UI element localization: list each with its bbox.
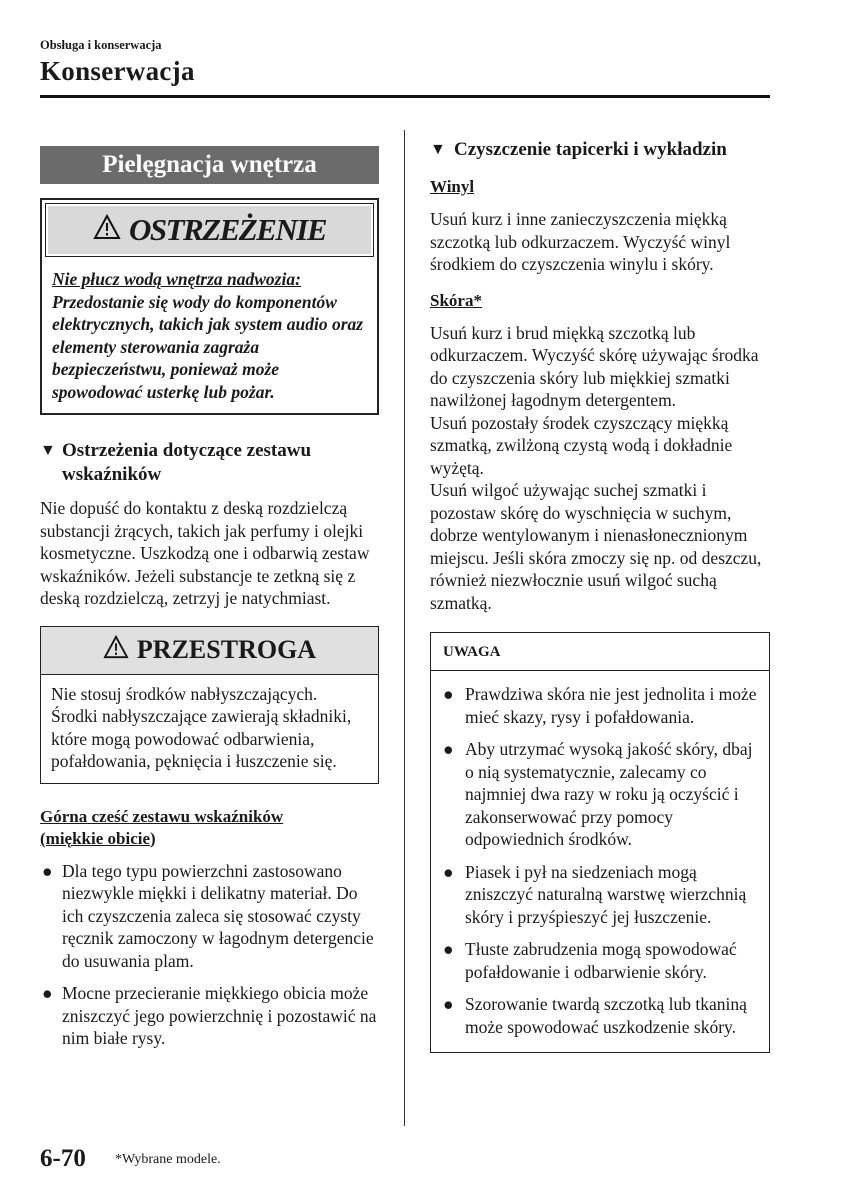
bullet-icon: ●	[443, 994, 454, 1014]
gauge-warnings-heading	[40, 439, 379, 487]
caution-box	[40, 626, 379, 784]
column-divider	[404, 130, 405, 1126]
warning-lead: Nie płucz wodą wnętrza nadwozia:	[52, 269, 301, 289]
list-item: ● Tłuste zabrudzenia mogą spowodować pofałdowanie i odbarwienie skóry.	[443, 939, 737, 982]
list-item: ● Prawdziwa skóra nie jest jednolita i może mieć skazy, rysy i pofałdowania.	[443, 684, 757, 727]
bullet-icon: ●	[443, 684, 454, 704]
note-label: UWAGA	[431, 633, 769, 671]
upper-dashboard-heading	[40, 806, 379, 850]
leather-heading: Skóra*	[430, 290, 482, 310]
soft-cover-list	[40, 860, 379, 1050]
leather-text-1: Usuń kurz i brud miękką szczotką lub odkurzaczem. Wyczyść skórę używając środka do czyszczenia skóry lub miękkiej szmatki nawilżonej łagodnym detergentem.	[430, 322, 759, 410]
leather-text-3: Usuń wilgoć używając suchej szmatki i pozostaw skórę do wyschnięcia w suchym, dobrze wentylowanym i nienasłonecznionym miejscu. Jeśli skóra zmoczy się np. od deszczu, również niezwłocznie usuń wilgoć suchą szmatką.	[430, 480, 762, 613]
upper-dashboard-heading-line2: (miękkie obicie)	[40, 828, 156, 848]
warning-text: Przedostanie się wody do komponentów elektrycznych, takich jak system audio oraz elementy sterowania zagraża bezpieczeństwu, ponieważ może spowodować usterkę lub pożar.	[52, 291, 364, 402]
warning-triangle-icon	[103, 635, 129, 666]
breadcrumb: Obsługa i konserwacja	[40, 38, 162, 52]
bullet-icon: ●	[443, 939, 454, 959]
warning-header	[46, 204, 373, 256]
page-title: Konserwacja	[40, 56, 195, 86]
warning-triangle-icon	[93, 212, 121, 248]
bullet-icon: ●	[443, 739, 454, 759]
upholstery-heading: ▼ Czyszczenie tapicerki i wykładzin	[430, 139, 727, 160]
gauge-warnings-text: Nie dopuść do kontaktu z deską rozdzielczą substancji żrących, takich jak perfumy i olejki kosmetyczne. Uszkodzą one i odbarwią zestaw wskaźników. Jeżeli substancje te zetkną się z deską rozdzielczą, zetrzyj je natychmiast.	[40, 498, 370, 608]
header-rule	[40, 95, 770, 98]
caution-header	[41, 627, 378, 675]
warning-body	[42, 260, 377, 413]
bullet-icon: ●	[443, 861, 454, 882]
note-list	[441, 683, 759, 1038]
footnote: *Wybrane modele.	[115, 1152, 221, 1167]
note-box	[430, 632, 770, 1053]
left-column	[40, 140, 379, 1060]
caution-text: Nie stosuj środków nabłyszczających. Środki nabłyszczające zawierają składniki, które mogą powodować odbarwienia, pofałdowania, pęknięcia i łuszczenie się.	[51, 683, 352, 771]
warning-box	[40, 198, 379, 415]
bullet-icon: ●	[42, 860, 53, 881]
warning-label: OSTRZEŻENIE	[128, 212, 327, 247]
triangle-down-icon: ▼	[430, 141, 446, 158]
gauge-warnings-heading-line2: wskaźników	[62, 464, 162, 485]
vinyl-heading: Winyl	[430, 177, 475, 196]
bullet-icon: ●	[42, 983, 53, 1003]
section-title-bar: Pielęgnacja wnętrza	[40, 146, 379, 184]
caution-label: PRZESTROGA	[136, 635, 317, 664]
leather-text-2: Usuń pozostały środek czyszczący miękką szmatką, zwilżoną czystą wodą i dokładnie wyżętą.	[430, 412, 733, 478]
triangle-down-icon: ▼	[40, 442, 56, 459]
gauge-warnings-heading-line1: Ostrzeżenia dotyczące zestawu	[62, 440, 312, 461]
right-column	[430, 138, 770, 1053]
vinyl-text: Usuń kurz i inne zanieczyszczenia miękką szczotką lub odkurzaczem. Wyczyść winyl środkiem do czyszczenia winylu i skóry.	[430, 209, 731, 274]
list-item: ● Aby utrzymać wysoką jakość skóry, dbaj o nią systematycznie, zalecamy co najmniej dwa razy w roku ją oczyścić i zakonserwować przy pomocy odpowiednich środków.	[443, 739, 753, 849]
upper-dashboard-heading-line1: Górna cześć zestawu wskaźników	[40, 806, 284, 826]
list-item: ● Piasek i pył na siedzeniach mogą zniszczyć naturalną warstwę wierzchnią skóry i przyśpieszyć jej łuszczenie.	[443, 861, 747, 927]
list-item: ● Mocne przecieranie miękkiego obicia może zniszczyć jego powierzchnię i pozostawić na nim białe rysy.	[42, 983, 377, 1048]
page-number: 6-70	[40, 1145, 86, 1172]
list-item: ● Szorowanie twardą szczotką lub tkaniną może spowodować uszkodzenie skóry.	[443, 994, 747, 1037]
list-item: ● Dla tego typu powierzchni zastosowano niezwykle miękki i delikatny materiał. Do ich czyszczenia zaleca się stosować czysty ręcznik zamoczony w łagodnym detergencie do usuwania plam.	[42, 860, 374, 971]
